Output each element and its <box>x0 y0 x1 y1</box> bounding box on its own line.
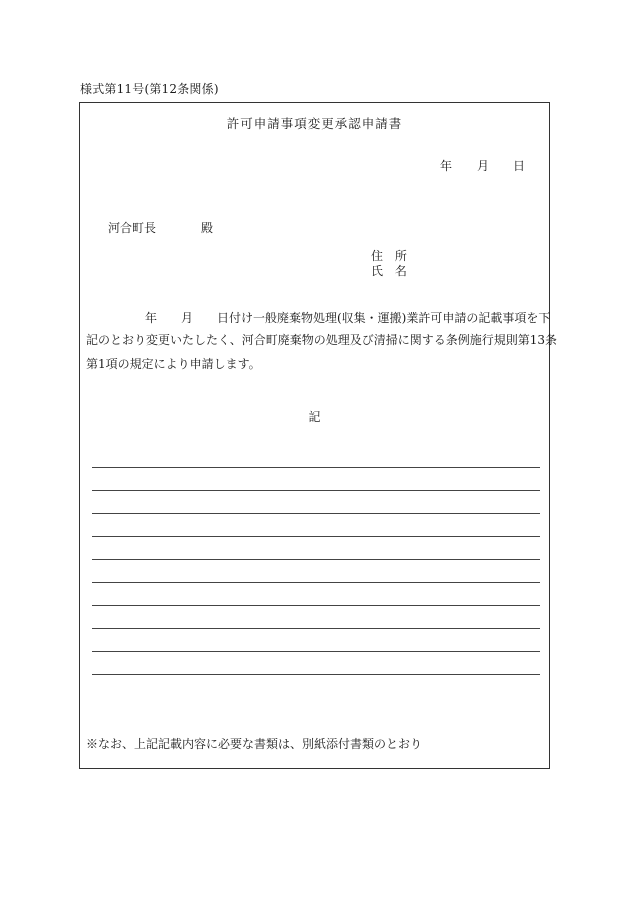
form-number: 様式第11号(第12条関係) <box>80 82 219 96</box>
date-year-label: 年 <box>440 159 453 173</box>
addressee-honorific: 殿 <box>201 221 214 235</box>
body-month-label: 月 <box>181 311 194 325</box>
body-line-1-text: 日付け一般廃棄物処理(収集・運搬)業許可申請の記載事項を下 <box>217 311 551 325</box>
applicant-name-label: 氏 名 <box>371 264 411 278</box>
applicant-block <box>371 249 411 279</box>
addressee <box>108 219 214 236</box>
date-day-label: 日 <box>513 159 526 173</box>
form-title: 許可申請事項変更承認申請書 <box>226 116 403 131</box>
body-line-2: 記のとおり変更いたしたく、河合町廃棄物の処理及び清掃に関する条例施行規則第13条 <box>86 333 558 347</box>
entry-line <box>92 651 540 652</box>
body-line-1 <box>86 309 551 325</box>
ki-heading: 記 <box>308 410 321 424</box>
entry-lines <box>92 467 540 675</box>
entry-line <box>92 674 540 675</box>
form-frame <box>79 102 558 769</box>
attachment-note: ※なお、上記記載内容に必要な書類は、別紙添付書類のとおり <box>86 737 423 751</box>
entry-line <box>92 467 540 468</box>
entry-line <box>92 582 540 583</box>
entry-line <box>92 605 540 606</box>
entry-line <box>92 628 540 629</box>
body-year-label: 年 <box>145 311 158 325</box>
entry-line <box>92 490 540 491</box>
body-line-3: 第1項の規定により申請します。 <box>86 357 261 371</box>
entry-line <box>92 536 540 537</box>
applicant-address-label: 住 所 <box>371 249 411 263</box>
entry-line <box>92 559 540 560</box>
entry-line <box>92 513 540 514</box>
date-month-label: 月 <box>477 159 490 173</box>
addressee-name: 河合町長 <box>108 221 157 235</box>
